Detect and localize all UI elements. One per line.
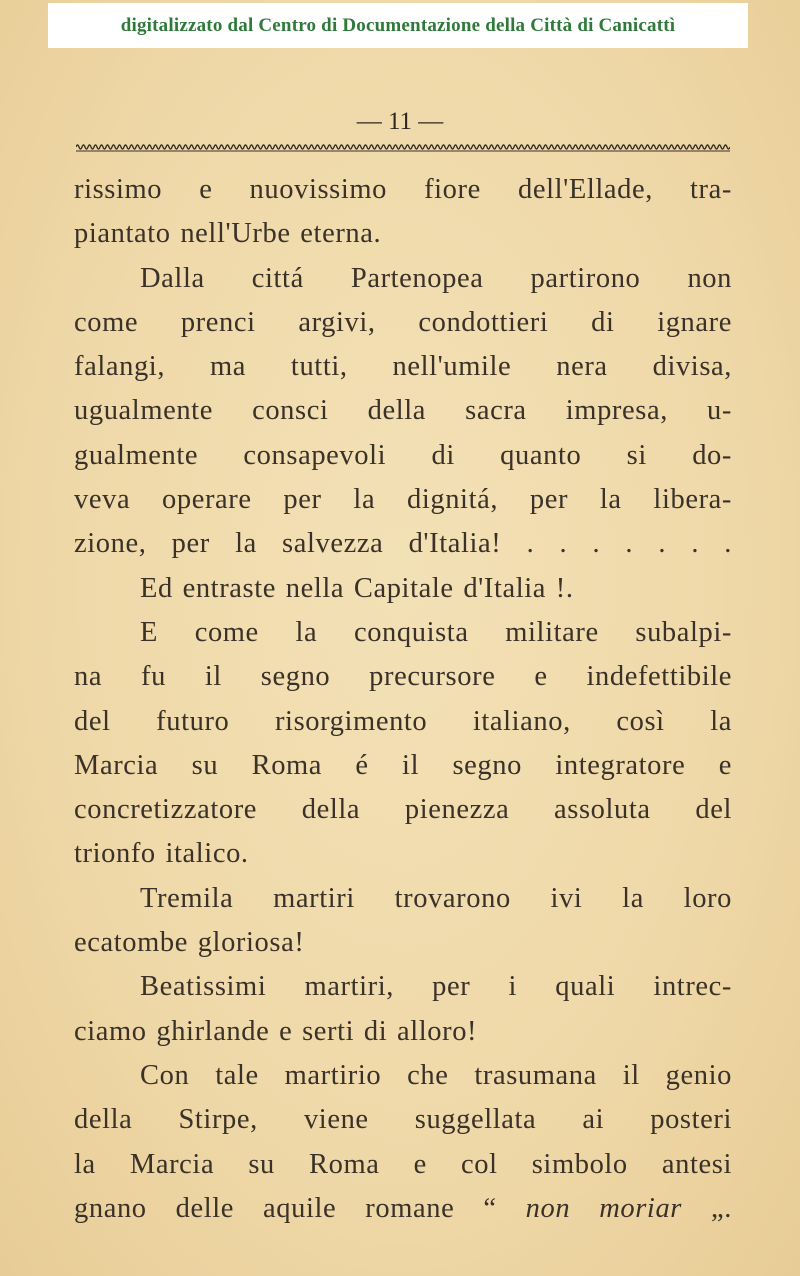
text-line: Beatissimi martiri, per i quali intrec-	[140, 971, 732, 1003]
text-line-final	[74, 1187, 732, 1231]
text-line: ugualmente consci della sacra impresa, u-	[74, 395, 732, 427]
watermark-text: digitalizzato dal Centro di Documentazione della Città di Canicattì	[120, 14, 676, 36]
text-line: come prenci argivi, condottieri di ignare	[74, 306, 732, 338]
text-line: Con tale martirio che trasumana il genio	[140, 1059, 732, 1091]
text-line: na fu il segno precursore e indefettibile	[74, 661, 732, 693]
decorative-wavy-rule	[76, 141, 730, 153]
digitization-watermark	[48, 3, 748, 48]
text-line: Marcia su Roma é il segno integratore e	[74, 749, 732, 781]
text-line: falangi, ma tutti, nell'umile nera divisa,	[74, 351, 732, 383]
page-body-text	[74, 168, 732, 1231]
text-line: ecatombe gloriosa!	[74, 927, 305, 959]
text-line: rissimo e nuovissimo fiore dell'Ellade, tra-	[74, 174, 732, 205]
page-number: — 11 —	[356, 108, 444, 135]
text-line: gualmente consapevoli di quanto si do-	[74, 439, 732, 471]
text-line: Tremila martiri trovarono ivi la loro	[140, 882, 732, 914]
text-line: Dalla cittá Partenopea partirono non	[140, 262, 732, 294]
text-line: Ed entraste nella Capitale d'Italia !.	[140, 572, 574, 604]
closing-quote: „.	[711, 1192, 732, 1224]
text-line: ciamo ghirlande e serti di alloro!	[74, 1015, 478, 1047]
text-line: della Stirpe, viene suggellata ai posteri	[74, 1104, 732, 1136]
text-fragment: gnano delle aquile romane “	[74, 1192, 497, 1224]
text-line: del futuro risorgimento italiano, così la	[74, 705, 732, 737]
text-line: piantato nell'Urbe eterna.	[74, 218, 382, 250]
text-line: concretizzatore della pienezza assoluta del	[74, 794, 732, 826]
text-line: E come la conquista militare subalpi-	[140, 616, 732, 648]
text-line: trionfo italico.	[74, 838, 249, 870]
text-line: zione, per la salvezza d'Italia! . . . . . . .	[74, 528, 732, 560]
text-line: veva operare per la dignitá, per la libera-	[74, 484, 732, 516]
text-line: la Marcia su Roma e col simbolo antesi	[74, 1148, 732, 1180]
latin-motto: non moriar	[525, 1192, 682, 1224]
